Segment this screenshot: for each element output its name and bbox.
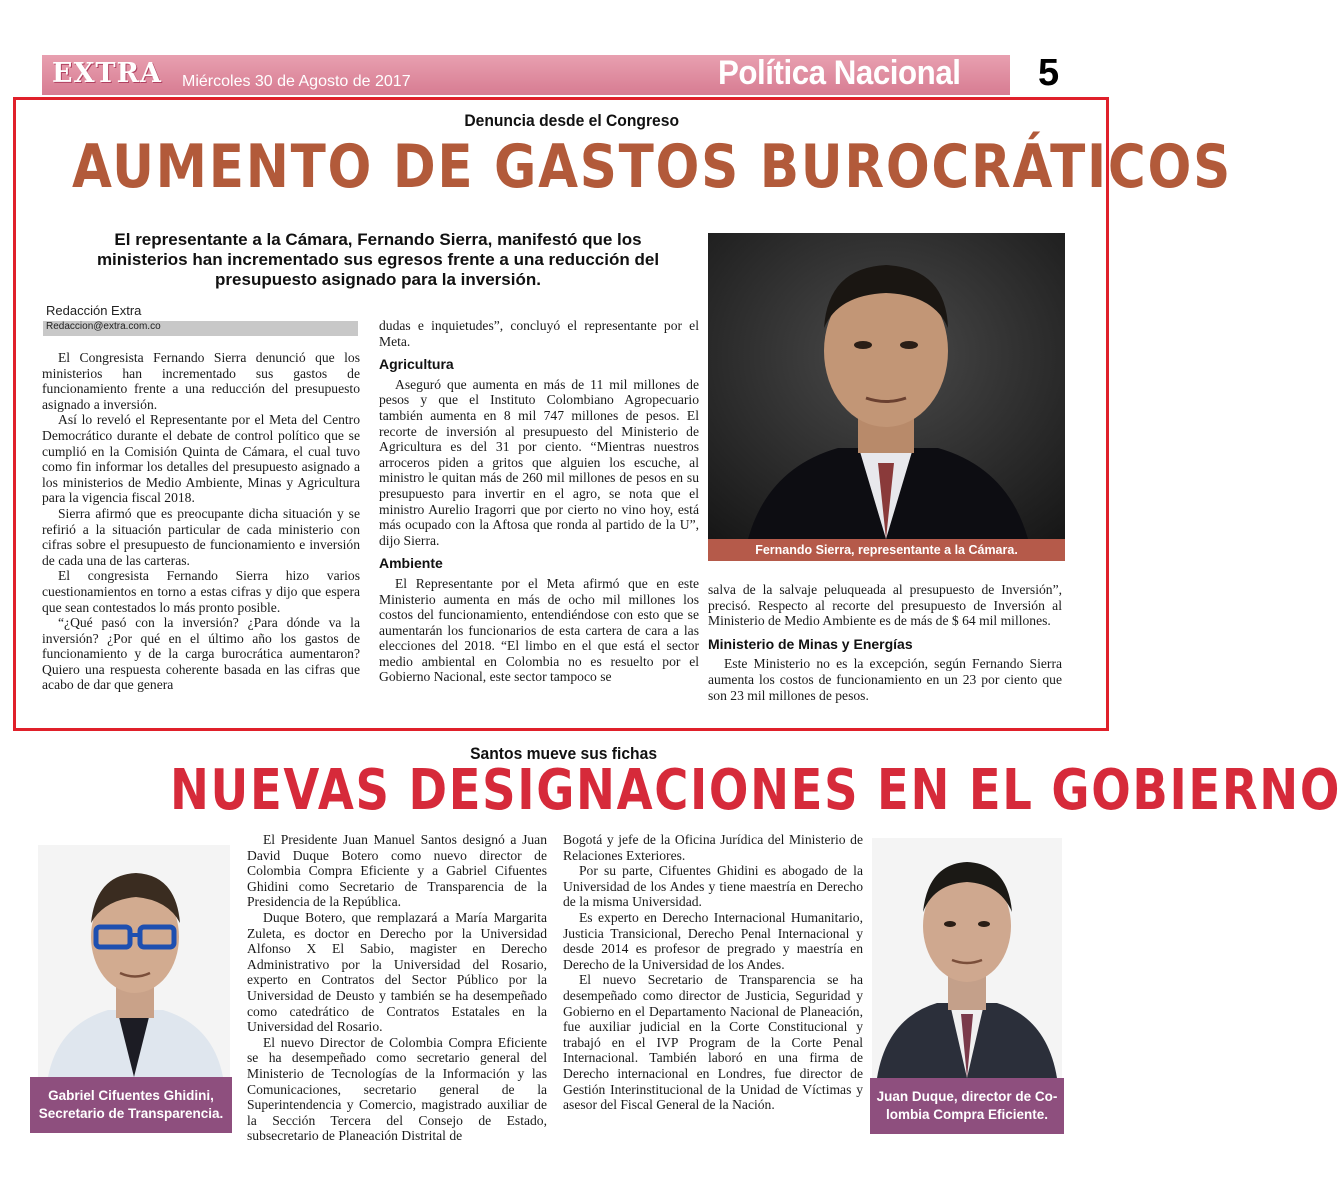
paragraph: El congresista Fernando Sierra hizo varios cuestionamientos en torno a estas cifras y dijo que espera que sean contestados lo más pronto posible. [42, 568, 360, 615]
paragraph: Aseguró que aumenta en más de 11 mil millones de pesos y que el Instituto Colombiano Agropecuario también aumenta en 8 mil 747 millones de pesos. El recorte de inversión al presupuesto del Ministerio de Agricultura es del 31 por ciento. “Mientras nuestros arroceros piden a gritos que alguien los escuche, al ministro le quitan más de 260 mil millones de pesos en su presupuesto para invertir en el agro, se nota que el ministro Aurelio Iragorri que por cierto no vino hoy, está más ocupado con la Aftosa que ronda al partido de la U”, dijo Sierra. [379, 376, 699, 548]
photo-gabriel-cifuentes [38, 845, 230, 1077]
photo-juan-duque [872, 838, 1062, 1078]
byline-email: Redaccion@extra.com.co [46, 321, 161, 332]
page-number: 5 [1038, 52, 1060, 94]
photo-fernando-sierra [708, 233, 1065, 539]
subhead-ambiente: Ambiente [379, 555, 443, 572]
portrait-sierra-illustration [708, 233, 1065, 539]
header-date: Miércoles 30 de Agosto de 2017 [182, 73, 411, 90]
paragraph: dudas e inquietudes”, concluyó el representante por el Meta. [379, 318, 699, 349]
paragraph: Así lo reveló el Representante por el Meta del Centro Democrático durante el debate de control político que se cumplió en la Comisión Quinta de Cámara, el cual tuvo como fin informar los detalles del presupuesto asignado a los ministerios de Medio Ambiente, Minas y Agricultura para la vigencia fiscal 2018. [42, 412, 360, 506]
article1-column-3 [708, 582, 1062, 703]
article1-column-2 [379, 318, 699, 685]
portrait-gabriel-illustration [38, 845, 230, 1077]
paragraph: El Representante por el Meta afirmó que en este Ministerio aumenta en más de ocho mil millones los costos del funcionamiento, entendiéndose con esto que se aumentarán los funcionarios de esta cartera de cara a las elecciones del 2018. “El limbo en el que está el sector medio ambiental en Colombia no es resuelto por el Gobierno Nacional, este sector tampoco se [379, 575, 699, 685]
byline: Redacción Extra [46, 303, 142, 318]
paragraph: “¿Qué pasó con la inversión? ¿Para dónde va la inversión? ¿Por qué en el último año los gastos de funcionamiento y de la carga burocrática aumentaron? Quiero una respuesta coherente basada en las cifras que acabo de dar que genera [42, 615, 360, 693]
paragraph: salva de la salvaje peluqueada al presupuesto de Inversión”, precisó. Respecto al recorte del presupuesto de Inversión al Ministerio de Medio Ambiente es de más de $ 64 mil millones. [708, 582, 1062, 629]
paragraph: El Presidente Juan Manuel Santos designó a Juan David Duque Botero como nuevo director de Colombia Compra Eficiente y a Gabriel Cifuentes Ghidini como Secretario de Transparencia de la Presidencia de la República. [247, 832, 547, 910]
article1-column-1 [42, 350, 360, 693]
caption-juan [870, 1078, 1064, 1134]
article2-kicker: Santos mueve sus fichas [470, 744, 658, 763]
caption-sierra: Fernando Sierra, representante a la Cámara. [708, 539, 1065, 561]
caption-gabriel [30, 1077, 232, 1133]
paragraph: Por su parte, Cifuentes Ghidini es abogado de la Universidad de los Andes y tiene maestría en Derecho de la misma Universidad. [563, 863, 863, 910]
paragraph: Duque Botero, que remplazará a María Margarita Zuleta, es doctor en Derecho por la Universidad Alfonso X El Sabio, magister en Derecho Administrativo por la Universidad del Rosario, experto en Contratos del Sector Público por la Universidad de Deusto y también se ha desempeñado como catedrático de Contratos Estatales en la Universidad del Rosario. [247, 909, 547, 1035]
subhead-minas: Ministerio de Minas y Energías [708, 635, 913, 652]
paragraph: El nuevo Director de Colombia Compra Eficiente se ha desempeñado como secretario general del Ministerio de Tecnologías de la Información y las Comunicaciones, secretario general de la Superintendencia y Comercio, magistrado auxiliar de la Sección Tercera del Consejo de Estado, subsecretario de Planeación Distrital de [247, 1034, 547, 1144]
paragraph: El nuevo Secretario de Transparencia se ha desempeñado como director de Justicia, Seguridad y Gobierno en el Departamento Nacional de Planeación, fue auxiliar judicial en la Corte Constitucional y trabajó en el IVP Program de la Corte Penal Internacional. También laboró en una firma de Derecho internacional en Londres, fue director de Gestión Interinstitucional de la Unidad de Víctimas y asesor del Fiscal General de la Nación. [563, 972, 863, 1113]
paragraph: El Congresista Fernando Sierra denunció que los ministerios han incrementado sus gastos de funcionamiento frente a una reducción del presupuesto asignado a inversión. [42, 350, 360, 412]
section-name: Política Nacional [718, 54, 961, 92]
caption-gabriel-line2: Secretario de Transparencia. [38, 1106, 224, 1121]
article1-headline: AUMENTO DE GASTOS BUROCRÁTICOS [72, 132, 1232, 202]
extra-logo: EXTRA [52, 58, 163, 89]
article1-kicker: Denuncia desde el Congreso [464, 111, 680, 130]
paragraph: Este Ministerio no es la excepción, según Fernando Sierra aumenta los costos de funcionamiento en un 23 por ciento que son 23 mil millones de pesos. [708, 656, 1062, 703]
caption-gabriel-line1: Gabriel Cifuentes Ghidini, [48, 1088, 214, 1103]
article2-column-1 [247, 832, 547, 1144]
subhead-agricultura: Agricultura [379, 356, 454, 373]
article2-column-2 [563, 832, 863, 1113]
paragraph: Bogotá y jefe de la Oficina Jurídica del Ministerio de Relaciones Exteriores. [563, 832, 863, 863]
article2-headline: NUEVAS DESIGNACIONES EN EL GOBIERNO [170, 758, 1341, 823]
article1-lead: El representante a la Cámara, Fernando Sierra, manifestó que los ministerios han incrementado sus egresos frente a una reducción del presupuesto asignado para la inversión. [96, 230, 660, 289]
portrait-juan-illustration [872, 838, 1062, 1078]
paragraph: Sierra afirmó que es preocupante dicha situación y se refirió a la situación particular de cada ministerio con cifras sobre el presupuesto de funcionamiento e inversión de cada una de las carteras. [42, 505, 360, 568]
paragraph: Es experto en Derecho Internacional Humanitario, Justicia Transicional, Derecho Penal Internacional y desde 2014 es profesor de pregrado y maestría en Derecho de la Universidad de los Andes. [563, 909, 863, 972]
caption-juan-line2: lombia Compra Eficiente. [885, 1107, 1049, 1122]
caption-juan-line1: Juan Duque, director de Co- [876, 1089, 1058, 1104]
